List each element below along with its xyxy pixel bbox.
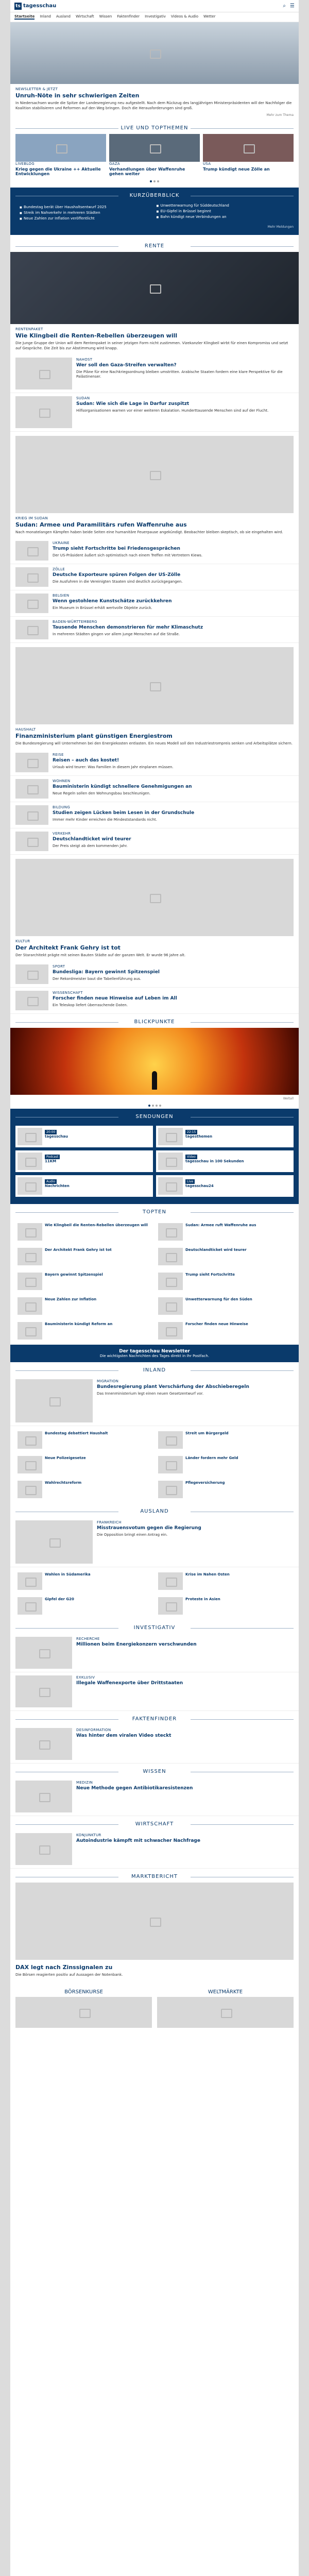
sudan-image[interactable]: [15, 436, 294, 513]
top-story[interactable]: [10, 84, 299, 120]
topten-item[interactable]: Deutschlandticket wird teurer: [156, 1246, 294, 1267]
news-list-4: [10, 961, 299, 1014]
markt-title: MARKTBERICHT: [10, 1869, 299, 1883]
sendungen-title: SENDUNGEN: [10, 1109, 299, 1123]
nav-item[interactable]: Inland: [40, 14, 51, 19]
topten-item[interactable]: Neue Zahlen zur Inflation: [15, 1295, 153, 1317]
list-item[interactable]: UKRAINE Trump sieht Fortschritte bei Friedensgesprächen Der US-Präsident äußert sich optimistisch nach einem Treffen mit Vertretern Kiews.: [10, 538, 299, 564]
blickpunkte-title: BLICKPUNKTE: [10, 1014, 299, 1028]
list-item[interactable]: SUDAN Sudan: Wie sich die Lage in Darfur zuspitzt Hilfsorganisationen warnen vor einer weiteren Eskalation. Hunderttausende Menschen sind auf der Flucht.: [10, 393, 299, 432]
logo[interactable]: [14, 3, 56, 10]
ausland-item[interactable]: Krise im Nahen Osten: [156, 1570, 294, 1592]
ausland-grid: [10, 1567, 299, 1620]
kurz-more[interactable]: Mehr Meldungen: [267, 225, 294, 229]
list-item[interactable]: BADEN-WÜRTTEMBERG Tausende Menschen demonstrieren für mehr Klimaschutz In mehreren Städten gingen vor allem junge Menschen auf die Straße.: [10, 617, 299, 643]
nav-item[interactable]: Investigativ: [145, 14, 166, 19]
inland-item[interactable]: Wahlrechtsreform: [15, 1479, 153, 1500]
live-section-title: LIVE UND TOPTHEMEN: [10, 120, 299, 134]
news-list-2: [10, 538, 299, 643]
nav-item[interactable]: Faktenfinder: [117, 14, 140, 19]
newsletter-title: Der tagesschau Newsletter: [119, 1349, 190, 1354]
kurz-item[interactable]: ■ Bundestag berät über Haushaltsentwurf 2025: [20, 205, 153, 209]
sendung-card[interactable]: Podcast 11KM: [15, 1150, 153, 1172]
sendung-card[interactable]: 20:00 tagesschau: [15, 1126, 153, 1147]
boersenkurse-widget[interactable]: [15, 1997, 152, 2028]
wissen-item[interactable]: MEDIZIN Neue Methode gegen Antibiotikaresistenzen: [10, 1777, 299, 1816]
newsletter-banner[interactable]: [10, 1345, 299, 1362]
list-item[interactable]: WOHNEN Bauministerin kündigt schnellere Genehmigungen an Neue Regeln sollen den Wohnungsbau beschleunigen.: [10, 776, 299, 802]
investigativ-item[interactable]: RECHERCHE Millionen beim Energiekonzern verschwunden: [10, 1634, 299, 1672]
kurz-item[interactable]: ■ Bahn kündigt neue Verbindungen an: [157, 215, 290, 219]
gehry-image[interactable]: [15, 859, 294, 936]
wirtschaft-item[interactable]: KONJUNKTUR Autoindustrie kämpft mit schwacher Nachfrage: [10, 1830, 299, 1869]
topten-item[interactable]: Der Architekt Frank Gehry ist tot: [15, 1246, 153, 1267]
bottom-modules: [10, 1981, 299, 2031]
kurz-list: [15, 201, 294, 224]
topten-title: TOPTEN: [10, 1204, 299, 1218]
wirtschaft-title: WIRTSCHAFT: [10, 1816, 299, 1830]
kurz-item[interactable]: ■ Streik im Nahverkehr in mehreren Städten: [20, 211, 153, 215]
live-card[interactable]: GAZA Verhandlungen über Waffenruhe gehen weiter: [109, 134, 200, 178]
blickpunkte-caption: Weltall: [283, 1097, 294, 1101]
faktenfinder-item[interactable]: DESINFORMATION Was hinter dem viralen Video steckt: [10, 1725, 299, 1764]
sudan-story[interactable]: KRIEG IM SUDAN Sudan: Armee und Paramilitärs rufen Waffenruhe aus Nach monatelangen Kämpfen haben beide Seiten eine humanitäre Feuerpause angekündigt. Beobachter bleiben skeptisch, ob sie eingehalten wird.: [15, 516, 283, 534]
nav-item[interactable]: Ausland: [56, 14, 71, 19]
faktenfinder-title: FAKTENFINDER: [10, 1711, 299, 1725]
inland-item[interactable]: Bundestag debattiert Haushalt: [15, 1429, 153, 1451]
rente-story[interactable]: RENTENPAKET Wie Klingbeil die Renten-Rebellen überzeugen will Die Junge Gruppe der Union will dem Rentenpaket in seiner jetzigen Form nicht zustimmen. Vizekanzler Klingbeil wirbt für einen Kompromiss und setzt auf Gespräche. Die Zeit bis zur Abstimmung wird knapp.: [15, 327, 288, 350]
ausland-title: AUSLAND: [10, 1503, 299, 1517]
blickpunkte-image[interactable]: [10, 1028, 299, 1095]
investigativ-title: INVESTIGATIV: [10, 1620, 299, 1634]
inland-grid: [10, 1426, 299, 1503]
list-item[interactable]: REISE Reisen – auch das kostet! Urlaub wird teurer: Was Familien in diesem Jahr einplanen müssen.: [10, 750, 299, 776]
live-card[interactable]: LIVEBLOG Krieg gegen die Ukraine ++ Aktuelle Entwicklungen: [15, 134, 106, 178]
inland-item[interactable]: Pflegeversicherung: [156, 1479, 294, 1500]
list-item[interactable]: VERKEHR Deutschlandticket wird teurer Der Preis steigt ab dem kommenden Jahr.: [10, 828, 299, 855]
list-item[interactable]: NAHOST Wer soll den Gaza-Streifen verwalten? Die Pläne für eine Nachkriegsordnung bleiben umstritten. Arabische Staaten fordern eine klare Perspektive für die Palästinenser.: [10, 354, 299, 393]
logo-text: tagesschau: [23, 3, 57, 9]
ausland-item[interactable]: Proteste in Asien: [156, 1595, 294, 1617]
investigativ-item[interactable]: EXKLUSIV Illegale Waffenexporte über Drittstaaten: [10, 1672, 299, 1711]
markt-image[interactable]: [15, 1883, 294, 1960]
weltmaerkte-title[interactable]: WELTMÄRKTE: [208, 1989, 243, 1995]
kurz-item[interactable]: ■ EU-Gipfel in Brüssel beginnt: [157, 209, 290, 213]
wissen-title: WISSEN: [10, 1764, 299, 1777]
inland-item[interactable]: Streit um Bürgergeld: [156, 1429, 294, 1451]
inland-item[interactable]: Länder fordern mehr Geld: [156, 1454, 294, 1476]
search-icon[interactable]: ⌕: [283, 3, 286, 9]
list-item[interactable]: BILDUNG Studien zeigen Lücken beim Lesen in der Grundschule Immer mehr Kinder erreichen die Mindeststandards nicht.: [10, 802, 299, 828]
list-item[interactable]: WISSENSCHAFT Forscher finden neue Hinweise auf Leben im All Ein Teleskop liefert überraschende Daten.: [10, 988, 299, 1014]
topten-item[interactable]: Unwetterwarnung für den Süden: [156, 1295, 294, 1317]
nav-item[interactable]: Wetter: [203, 14, 216, 19]
inland-item[interactable]: Neue Polizeigesetze: [15, 1454, 153, 1476]
weltmaerkte-widget[interactable]: [157, 1997, 294, 2028]
list-item[interactable]: BELGIEN Wenn gestohlene Kunstschätze zurückkehren Ein Museum in Brüssel erhält wertvolle Objekte zurück.: [10, 590, 299, 617]
topten-item[interactable]: Bauministerin kündigt Reform an: [15, 1320, 153, 1342]
sendungen-section: [10, 1109, 299, 1204]
kurz-item[interactable]: ■ Unwetterwarnung für Süddeutschland: [157, 204, 290, 208]
gehry-story[interactable]: KULTUR Der Architekt Frank Gehry ist tot Der Stararchitekt prägte mit seinen Bauten Städte auf der ganzen Welt. Er wurde 96 Jahre alt.: [15, 939, 186, 958]
fokus-story[interactable]: HAUSHALT Finanzministerium plant günstigen Energiestrom Die Bundesregierung will Unternehmen bei den Energiekosten entlasten. Ein neues Modell soll den Industriestrompreis senken und Arbeitsplätze sichern.: [15, 727, 293, 746]
top-story-headline[interactable]: Unruh-Nöte in sehr schwierigen Zeiten: [15, 92, 140, 99]
topten-item[interactable]: Sudan: Armee ruft Waffenruhe aus: [156, 1221, 294, 1243]
sendung-card[interactable]: Live tagesschau24: [156, 1175, 294, 1197]
markt-story[interactable]: DAX legt nach Zinssignalen zu Die Börsen reagierten positiv auf Aussagen der Notenbank.: [15, 1964, 123, 1977]
nav-item[interactable]: Videos & Audio: [170, 14, 198, 19]
ausland-item[interactable]: Gipfel der G20: [15, 1595, 153, 1617]
topten-item[interactable]: Bayern gewinnt Spitzenspiel: [15, 1270, 153, 1292]
nav-item[interactable]: Startseite: [14, 14, 35, 19]
page: [10, 0, 299, 2576]
sendung-card[interactable]: 22:15 tagesthemen: [156, 1126, 294, 1147]
top-story-kicker: NEWSLETTER & JETZT: [15, 87, 58, 91]
sendung-card[interactable]: Video tagesschau in 100 Sekunden: [156, 1150, 294, 1172]
top-story-image[interactable]: [10, 22, 299, 84]
list-item[interactable]: ZÖLLE Deutsche Exporteure spüren Folgen der US-Zölle Die Ausfuhren in die Vereinigten Staaten sind deutlich zurückgegangen.: [10, 564, 299, 590]
sendung-card[interactable]: Audio Nachrichten: [15, 1175, 153, 1197]
kurz-title: KURZÜBERBLICK: [10, 188, 299, 201]
topten-grid: [10, 1218, 299, 1345]
more-link[interactable]: Mehr zum Thema: [266, 113, 294, 117]
inland-lead[interactable]: MIGRATION Bundesregierung plant Verschärfung der Abschieberegeln Das Innenministerium legt einen neuen Gesetzentwurf vor.: [10, 1376, 299, 1426]
newsletter-text: Die wichtigsten Nachrichten des Tages direkt in Ihr Postfach.: [99, 1354, 210, 1359]
carousel-dots[interactable]: [10, 1103, 299, 1109]
nav-item[interactable]: Wissen: [99, 14, 112, 19]
kurz-section: [10, 188, 299, 235]
rente-image[interactable]: [10, 252, 299, 324]
top-story-teaser: In Niedersachsen wurde die Spitze der Landesregierung neu aufgestellt. Nach dem Rückzug des langjährigen Ministerpräsidenten will der Nachfolger die Koalition stabilisieren und Reformen auf den Weg bringen. Doch die Herausforderungen sind groß.: [15, 101, 292, 110]
boersenkurse-title[interactable]: BÖRSENKURSE: [64, 1989, 103, 1995]
kurz-item[interactable]: ■ Neue Zahlen zur Inflation veröffentlicht: [20, 216, 153, 221]
fokus-image[interactable]: [15, 647, 294, 724]
logo-mark: ts: [14, 3, 22, 10]
main-nav: [10, 12, 299, 22]
site-header: [10, 0, 299, 12]
menu-icon[interactable]: ☰: [290, 3, 295, 9]
topten-item[interactable]: Trump sieht Fortschritte: [156, 1270, 294, 1292]
ausland-item[interactable]: Wahlen in Südamerika: [15, 1570, 153, 1592]
carousel-dots[interactable]: [10, 178, 299, 184]
ausland-lead[interactable]: FRANKREICH Misstrauensvotum gegen die Regierung Die Opposition bringt einen Antrag ein.: [10, 1517, 299, 1567]
topten-item[interactable]: Wie Klingbeil die Renten-Rebellen überzeugen will: [15, 1221, 153, 1243]
rente-label: RENTE: [10, 238, 299, 252]
list-item[interactable]: SPORT Bundesliga: Bayern gewinnt Spitzenspiel Der Rekordmeister baut die Tabellenführung aus.: [10, 961, 299, 988]
news-list-3: [10, 750, 299, 855]
news-list-1: [10, 354, 299, 432]
nav-item[interactable]: Wirtschaft: [75, 14, 94, 19]
live-carousel: [10, 134, 299, 178]
inland-title: INLAND: [10, 1362, 299, 1376]
topten-item[interactable]: Forscher finden neue Hinweise: [156, 1320, 294, 1342]
live-card[interactable]: USA Trump kündigt neue Zölle an: [203, 134, 294, 178]
